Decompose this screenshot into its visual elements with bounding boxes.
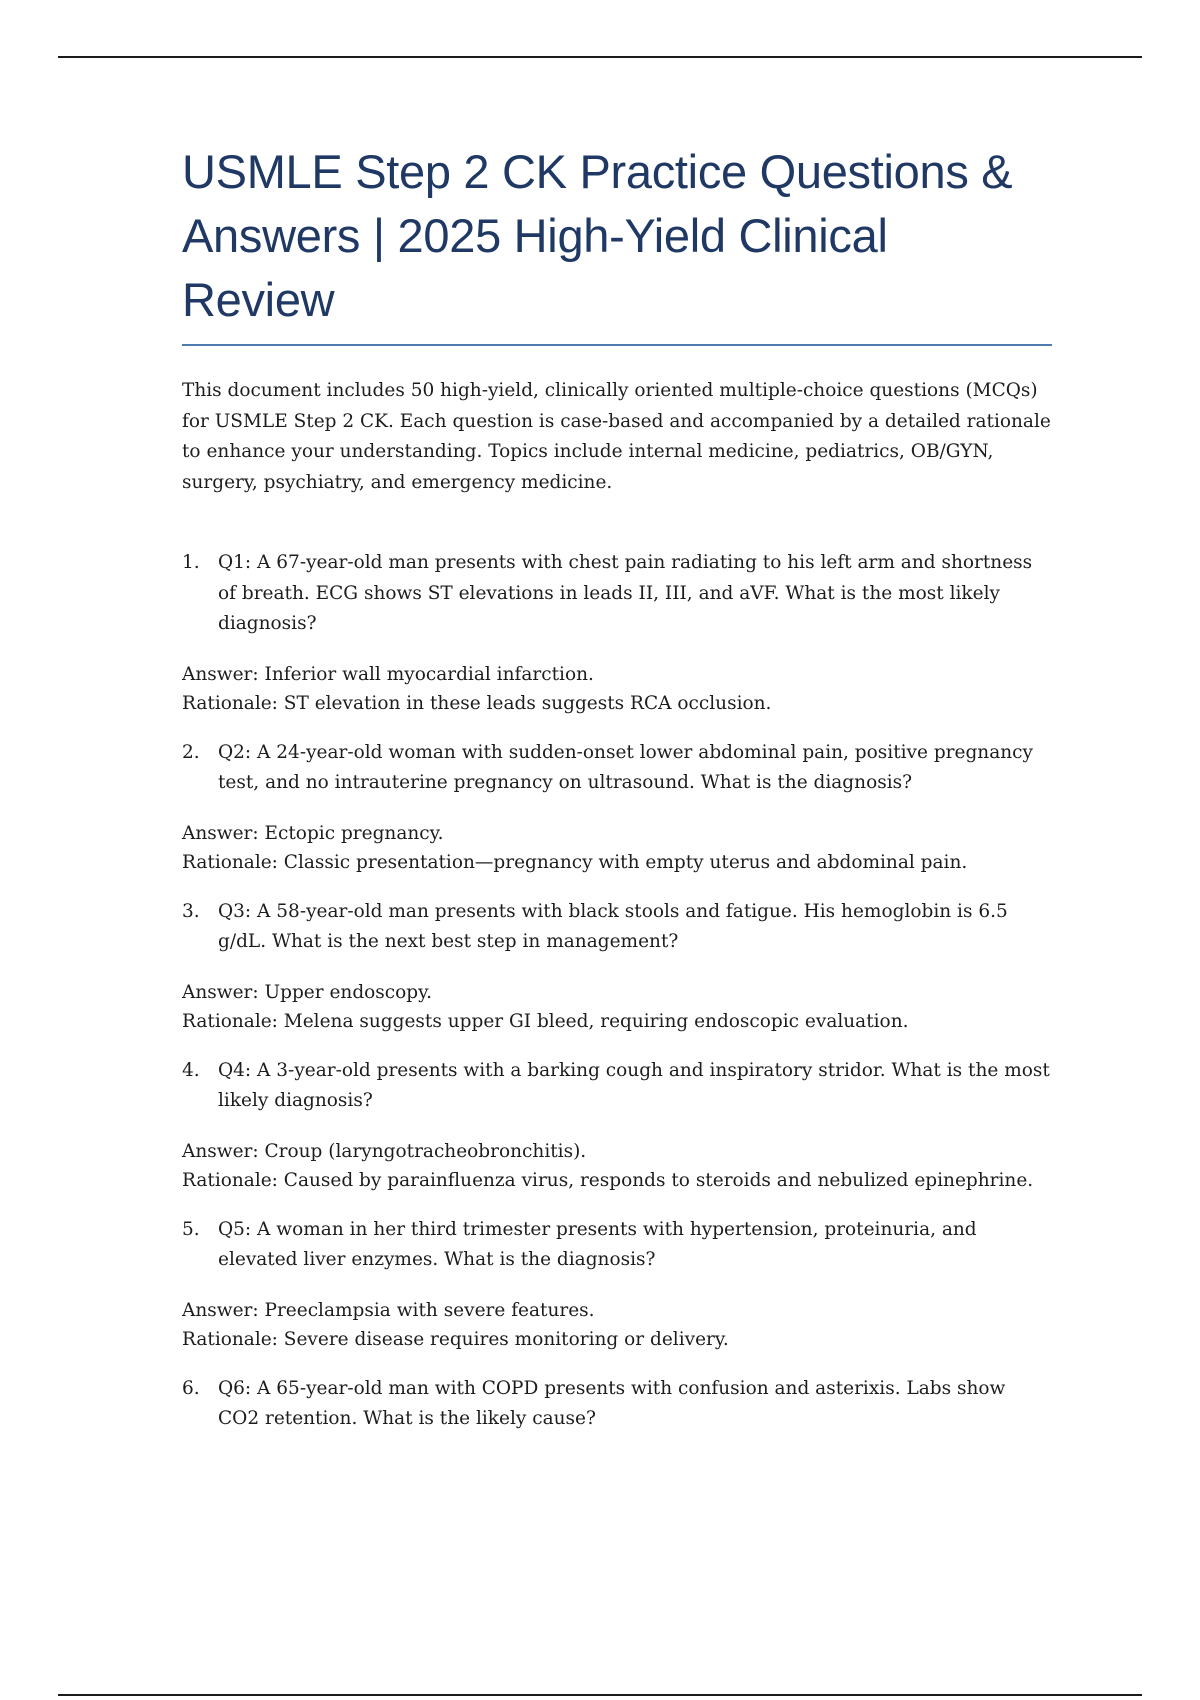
question-item (182, 897, 1052, 1036)
answer-text: Answer: Upper endoscopy. (182, 981, 433, 1003)
question-item (182, 1374, 1052, 1435)
rationale-text: Rationale: ST elevation in these leads suggests RCA occlusion. (182, 692, 772, 714)
rationale-text: Rationale: Severe disease requires monitoring or delivery. (182, 1328, 729, 1350)
answer-text: Answer: Croup (laryngotracheobronchitis). (182, 1140, 587, 1162)
question-text: Q3: A 58-year-old man presents with black stools and fatigue. His hemoglobin is 6.5 g/dL. What is the next best step in management? (218, 900, 1008, 952)
top-rule (58, 56, 1142, 58)
question (182, 897, 1052, 958)
question-text: Q6: A 65-year-old man with COPD presents with confusion and asterixis. Labs show CO2 retention. What is the likely cause? (218, 1377, 1006, 1429)
intro-paragraph: This document includes 50 high-yield, clinically oriented multiple-choice questions (MCQs) for USMLE Step 2 CK. Each question is case-based and accompanied by a detailed rationale to enhance your understanding. Topics include internal medicine, pediatrics, OB/GYN, surgery, psychiatry, and emergency medicine. (182, 380, 1051, 493)
question (182, 1374, 1052, 1435)
question-text: Q4: A 3-year-old presents with a barking cough and inspiratory stridor. What is the most likely diagnosis? (218, 1059, 1050, 1111)
question-text: Q5: A woman in her third trimester presents with hypertension, proteinuria, and elevated liver enzymes. What is the diagnosis? (218, 1218, 977, 1270)
answer-text: Answer: Preeclampsia with severe features. (182, 1299, 595, 1321)
question (182, 548, 1052, 640)
question-text: Q2: A 24-year-old woman with sudden-onset lower abdominal pain, positive pregnancy test, and no intrauterine pregnancy on ultrasound. What is the diagnosis? (218, 741, 1033, 793)
rationale-text: Rationale: Caused by parainfluenza virus, responds to steroids and nebulized epinephrine. (182, 1169, 1034, 1191)
question-number: 1. (182, 552, 200, 573)
question-text: Q1: A 67-year-old man presents with chest pain radiating to his left arm and shortness of breath. ECG shows ST elevations in leads II, III, and aVF. What is the most likely diagnosis? (218, 552, 1033, 634)
answer-block (182, 1137, 1052, 1195)
answer-text: Answer: Inferior wall myocardial infarction. (182, 663, 594, 685)
question (182, 1215, 1052, 1276)
document-body (182, 140, 1052, 1435)
question-item (182, 1215, 1052, 1354)
rationale-text: Rationale: Melena suggests upper GI bleed, requiring endoscopic evaluation. (182, 1010, 909, 1032)
answer-block (182, 819, 1052, 877)
answer-text: Answer: Ectopic pregnancy. (182, 822, 444, 844)
answer-block (182, 660, 1052, 718)
question-item (182, 738, 1052, 877)
question (182, 738, 1052, 799)
question-number: 5. (182, 1218, 200, 1240)
question-number: 3. (182, 900, 200, 922)
question-number: 6. (182, 1377, 200, 1399)
question-item (182, 548, 1052, 718)
question-list (182, 548, 1052, 1435)
answer-block (182, 1296, 1052, 1354)
title-divider (182, 344, 1052, 346)
question (182, 1056, 1052, 1117)
answer-block (182, 978, 1052, 1036)
question-item (182, 1056, 1052, 1195)
question-number: 2. (182, 741, 200, 763)
rationale-text: Rationale: Classic presentation—pregnancy with empty uterus and abdominal pain. (182, 851, 968, 873)
page-title: USMLE Step 2 CK Practice Questions & Answers | 2025 High-Yield Clinical Review (182, 145, 1013, 326)
bottom-rule (58, 1694, 1142, 1696)
question-number: 4. (182, 1059, 200, 1081)
